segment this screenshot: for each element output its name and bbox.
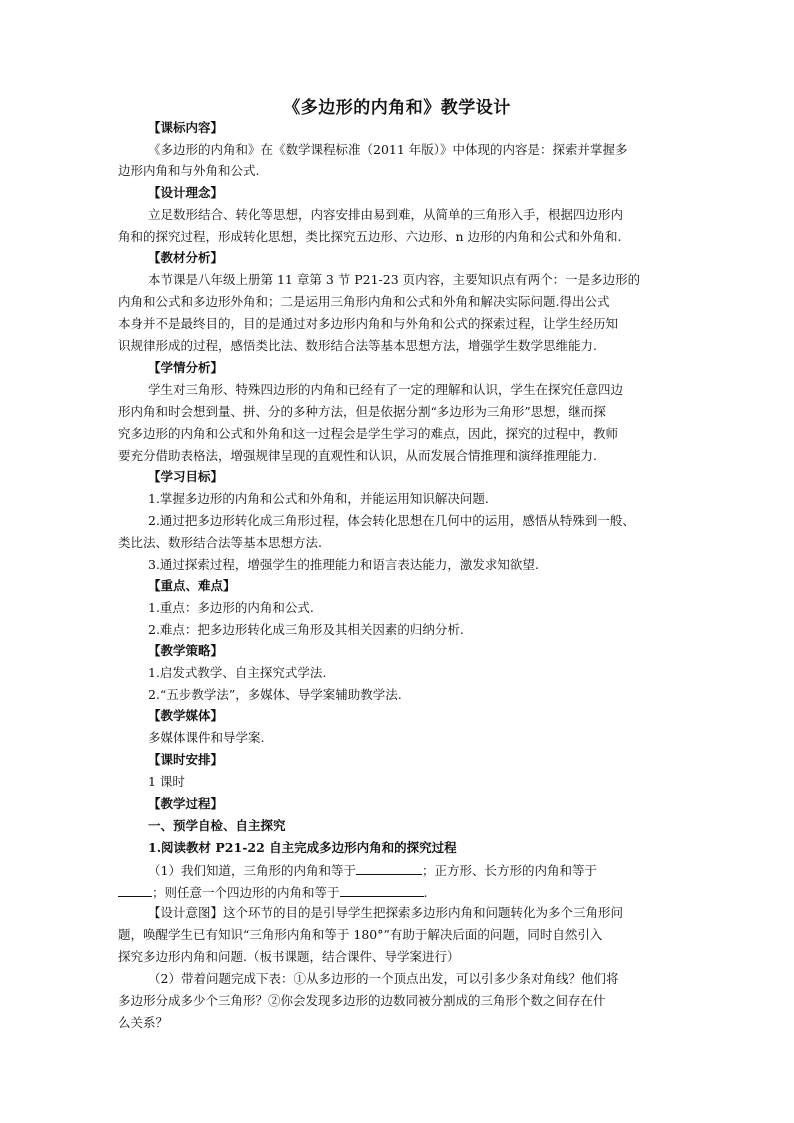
- question-line: [148, 862, 597, 879]
- paragraph-line: 探究多边形内角和问题.（板书课题，结合课件、导学案进行）: [118, 949, 460, 964]
- question-text: ；则任意一个四边形的内角和等于: [152, 885, 340, 900]
- paragraph-line: 么关系？: [118, 1015, 169, 1030]
- paragraph-line: 【设计意图】这个环节的目的是引导学生把探索多边形内角和问题转化为多个三角形问: [148, 905, 624, 920]
- list-item: 2.“五步教学法”，多媒体、导学案辅助教学法.: [148, 687, 402, 702]
- paragraph-line: 《多边形的内角和》在《数学课程标准（2011 年版）》中体现的内容是：探索并掌握多: [148, 142, 628, 157]
- paragraph-line: 本身并不是最终目的，目的是通过对多边形内角和与外角和公式的探索过程，让学生经历知: [118, 316, 619, 331]
- question-line: [118, 884, 428, 901]
- heading-teaching-process: 【教学过程】: [148, 796, 224, 811]
- list-item: 2.通过把多边形转化成三角形过程，体会转化思想在几何中的运用，感悟从特殊到一般、: [148, 513, 635, 528]
- heading-teaching-media: 【教学媒体】: [148, 708, 224, 723]
- paragraph-line: 识规律形成的过程，感悟类比法、数形结合法等基本思想方法，增强学生数学思维能力.: [118, 338, 597, 353]
- paragraph-line: 题，唤醒学生已有知识“三角形内角和等于 180°”有助于解决后面的问题，同时自然引入: [118, 927, 603, 942]
- subsection-heading: 1.阅读教材 P21-22 自主完成多边形内角和的探究过程: [148, 840, 457, 855]
- paragraph-line: 多媒体课件和导学案.: [148, 730, 265, 745]
- list-item: 2.难点：把多边形转化成三角形及其相关因素的归纳分析.: [148, 622, 464, 637]
- heading-curriculum: 【课标内容】: [148, 120, 224, 135]
- paragraph-line: （2）带着问题完成下表：①从多边形的一个顶点出发，可以引多少条对角线？他们将: [148, 971, 619, 986]
- paragraph-line: 1 课时: [148, 774, 185, 789]
- paragraph-line: 学生对三角形、特殊四边形的内角和已经有了一定的理解和认识，学生在探究任意四边: [148, 382, 624, 397]
- heading-learning-goals: 【学习目标】: [148, 469, 224, 484]
- paragraph-line: 本节课是八年级上册第 11 章第 3 节 P21-23 页内容，主要知识点有两个：一是多边形的: [148, 272, 641, 287]
- list-item: 1.掌握多边形的内角和公式和外角和，并能运用知识解决问题.: [148, 491, 489, 506]
- answer-blank: [118, 884, 152, 897]
- paragraph-line: 角和的探究过程，形成转化思想，类比探究五边形、六边形、n 边形的内角和公式和外角和.: [118, 229, 622, 244]
- heading-textbook-analysis: 【教材分析】: [148, 250, 224, 265]
- question-text: .: [423, 885, 428, 900]
- document-title: 《多边形的内角和》教学设计: [283, 98, 511, 118]
- question-text: ；正方形、长方形的内角和等于: [421, 863, 597, 878]
- paragraph-line: 边形内角和与外角和公式.: [118, 163, 260, 178]
- list-item: 1.重点：多边形的内角和公式.: [148, 600, 314, 615]
- heading-teaching-strategy: 【教学策略】: [148, 643, 224, 658]
- paragraph-line: 立足数形结合、转化等思想，内容安排由易到难，从简单的三角形入手，根据四边形内: [148, 207, 624, 222]
- heading-class-schedule: 【课时安排】: [148, 752, 224, 767]
- paragraph-line: 内角和公式和多边形外角和；二是运用三角形内角和公式和外角和解决实际问题.得出公式: [118, 294, 610, 309]
- heading-key-points: 【重点、难点】: [148, 578, 236, 593]
- section-heading: 一、预学自检、自主探究: [148, 818, 286, 833]
- paragraph-line: 形内角和时会想到量、拼、分的多种方法，但是依据分割“多边形为三角形”思想，继而探: [118, 404, 606, 419]
- answer-blank: [340, 884, 424, 897]
- list-item: 3.通过探索过程，增强学生的推理能力和语言表达能力，激发求知欲望.: [148, 557, 539, 572]
- question-text: （1）我们知道，三角形的内角和等于: [148, 863, 356, 878]
- paragraph-line: 多边形分成多少个三角形？②你会发现多边形的边数同被分割成的三角形个数之间存在什: [118, 993, 606, 1008]
- answer-blank: [356, 862, 422, 875]
- list-item-continued: 类比法、数形结合法等基本思想方法.: [118, 535, 322, 550]
- paragraph-line: 要充分借助表格法，增强规律呈现的直观性和认识，从而发展合情推理和演绎推理能力.: [118, 448, 597, 463]
- paragraph-line: 究多边形的内角和公式和外角和这一过程会是学生学习的难点，因此，探究的过程中，教师: [118, 426, 619, 441]
- heading-student-analysis: 【学情分析】: [148, 360, 224, 375]
- heading-design-concept: 【设计理念】: [148, 185, 224, 200]
- list-item: 1.启发式教学、自主探究式学法.: [148, 665, 327, 680]
